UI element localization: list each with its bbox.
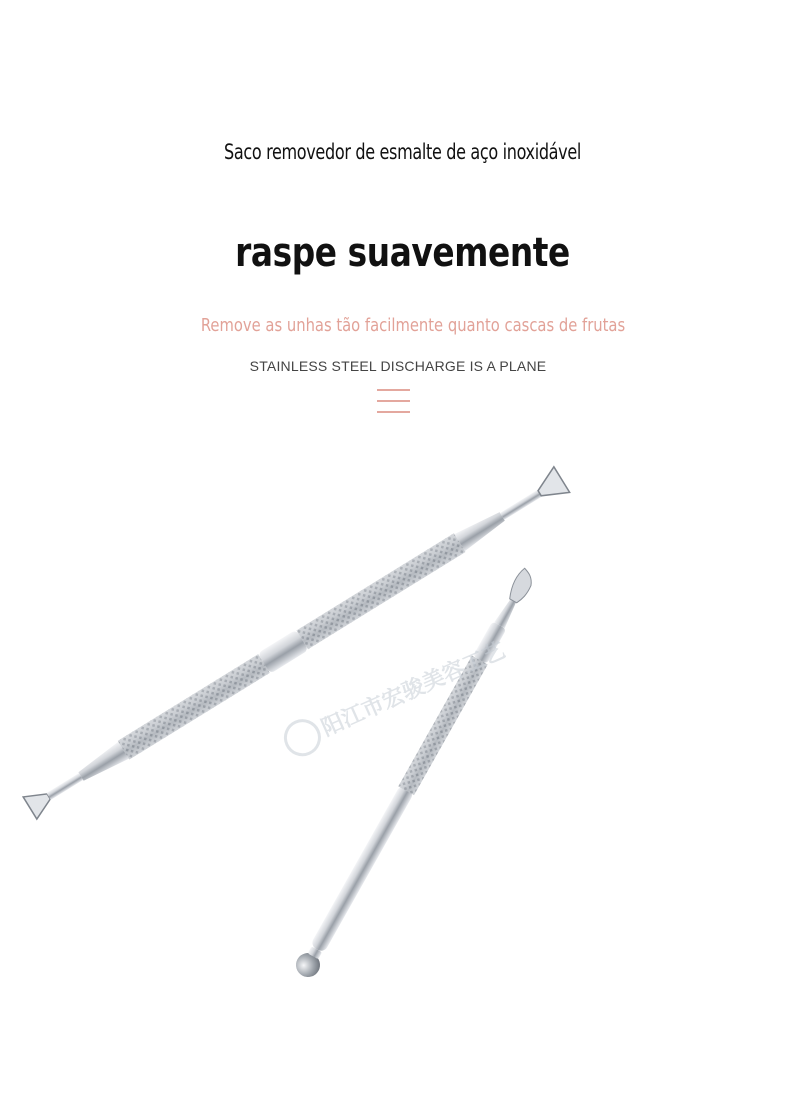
svg-text:阳江市宏骏美容工艺: 阳江市宏骏美容工艺 (318, 638, 510, 742)
product-image (0, 430, 790, 1050)
product-title-large: raspe suavemente (235, 230, 570, 276)
three-line-divider-icon (377, 389, 410, 415)
product-caption: STAINLESS STEEL DISCHARGE IS A PLANE (249, 358, 547, 374)
watermark (280, 633, 510, 760)
product-title-small: Saco removedor de esmalte de aço inoxidável (223, 140, 582, 164)
product-subtitle: Remove as unhas tão facilmente quanto cascas de frutas (200, 315, 626, 336)
